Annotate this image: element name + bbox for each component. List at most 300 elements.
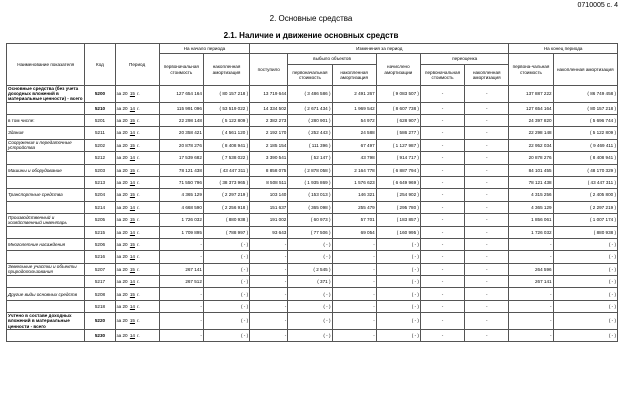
period-prefix: за 20: [116, 291, 128, 297]
cell-received: -: [250, 276, 288, 288]
period-prefix: за 20: [116, 118, 128, 124]
period-year: 14: [129, 105, 135, 111]
period-suffix: г.: [137, 291, 140, 297]
cell-end-initial: 22 298 148: [509, 127, 553, 139]
row-code: 5211: [85, 127, 115, 139]
row-code: 5218: [85, 300, 115, 312]
cell-disposed-depr: 57 701: [332, 214, 376, 226]
row-name: Сооружения и передаточные устройства: [7, 139, 85, 151]
cell-accrued-depr: ( 9 083 507 ): [376, 86, 420, 103]
cell-end-initial: 1 856 061: [509, 214, 553, 226]
cell-accrued-depr: ( 160 995 ): [376, 226, 420, 238]
cell-accrued-depr: ( - ): [376, 238, 420, 250]
row-code: 5215: [85, 226, 115, 238]
cell-end-initial: 267 141: [509, 276, 553, 288]
row-code: 5201: [85, 115, 115, 127]
row-code: 5208: [85, 288, 115, 300]
cell-end-depr: ( 2 405 800 ): [553, 189, 617, 201]
cell-disposed-initial: ( - ): [288, 238, 332, 250]
table-row: [7, 139, 618, 151]
cell-disposed-depr: 1 576 623: [332, 176, 376, 188]
cell-start-depr: ( 8 408 941 ): [203, 139, 249, 151]
row-code: 5203: [85, 164, 115, 176]
header-name: Наименование показателя: [7, 44, 85, 86]
cell-received: -: [250, 251, 288, 263]
cell-accrued-depr: ( 8 607 738 ): [376, 102, 420, 114]
cell-end-initial: 24 397 820: [509, 115, 553, 127]
cell-reval-initial: -: [420, 276, 464, 288]
row-name: [7, 226, 85, 238]
cell-disposed-depr: -: [332, 313, 376, 330]
cell-accrued-depr: ( 1 127 987 ): [376, 139, 420, 151]
cell-start-initial: -: [159, 300, 203, 312]
cell-disposed-initial: ( 2 545 ): [288, 263, 332, 275]
cell-start-depr: ( 2 256 918 ): [203, 201, 249, 213]
period-year: 14: [129, 130, 135, 136]
cell-end-depr: ( - ): [553, 238, 617, 250]
cell-start-depr: ( - ): [203, 300, 249, 312]
cell-disposed-initial: ( 52 147 ): [288, 152, 332, 164]
cell-disposed-depr: 2 491 267: [332, 86, 376, 103]
cell-end-initial: 1 726 032: [509, 226, 553, 238]
cell-start-depr: ( 7 538 022 ): [203, 152, 249, 164]
cell-disposed-initial: ( 2 671 434 ): [288, 102, 332, 114]
cell-reval-depr: -: [465, 214, 509, 226]
period-year: 14: [129, 254, 135, 260]
row-period: [115, 276, 159, 288]
cell-reval-depr: -: [465, 276, 509, 288]
table-row: [7, 115, 618, 127]
cell-disposed-initial: ( 3 486 586 ): [288, 86, 332, 103]
table-row: [7, 263, 618, 275]
cell-start-initial: 127 654 164: [159, 86, 203, 103]
cell-end-depr: ( - ): [553, 313, 617, 330]
period-suffix: г.: [137, 204, 140, 210]
cell-reval-initial: -: [420, 115, 464, 127]
cell-reval-initial: -: [420, 176, 464, 188]
table-row: [7, 276, 618, 288]
cell-start-initial: 78 121 438: [159, 164, 203, 176]
cell-received: -: [250, 329, 288, 341]
period-prefix: за 20: [116, 130, 128, 136]
cell-disposed-depr: -: [332, 288, 376, 300]
row-code: 5206: [85, 238, 115, 250]
cell-end-depr: ( - ): [553, 251, 617, 263]
cell-reval-initial: -: [420, 226, 464, 238]
row-name: в том числе:: [7, 115, 85, 127]
cell-reval-initial: -: [420, 288, 464, 300]
cell-end-depr: ( 9 469 411 ): [553, 139, 617, 151]
cell-accrued-depr: ( - ): [376, 300, 420, 312]
form-code: 0710005 с. 4: [577, 2, 618, 9]
period-year: 15: [129, 318, 135, 324]
cell-received: 103 140: [250, 189, 288, 201]
period-year: 14: [129, 332, 135, 338]
cell-end-initial: 84 101 455: [509, 164, 553, 176]
table-row: [7, 313, 618, 330]
cell-start-initial: 71 550 796: [159, 176, 203, 188]
period-prefix: за 20: [116, 229, 128, 235]
cell-received: -: [250, 288, 288, 300]
period-year: 14: [129, 229, 135, 235]
table-row: [7, 86, 618, 103]
cell-start-initial: -: [159, 313, 203, 330]
row-name: [7, 152, 85, 164]
cell-disposed-depr: -: [332, 276, 376, 288]
cell-accrued-depr: ( 254 902 ): [376, 189, 420, 201]
header-disposed-depr: накопленная амортизация: [332, 65, 376, 86]
cell-reval-initial: -: [420, 152, 464, 164]
cell-received: 8 858 075: [250, 164, 288, 176]
cell-reval-depr: -: [465, 226, 509, 238]
period-prefix: за 20: [116, 303, 128, 309]
row-period: [115, 214, 159, 226]
period-prefix: за 20: [116, 217, 128, 223]
cell-reval-depr: -: [465, 238, 509, 250]
period-year: 14: [129, 279, 135, 285]
header-received: поступило: [250, 54, 288, 86]
cell-reval-initial: -: [420, 313, 464, 330]
row-period: [115, 152, 159, 164]
cell-disposed-depr: 146 321: [332, 189, 376, 201]
cell-end-depr: ( 1 007 174 ): [553, 214, 617, 226]
row-code: 5200: [85, 86, 115, 103]
table-row: [7, 164, 618, 176]
cell-reval-initial: -: [420, 238, 464, 250]
row-code: 5207: [85, 263, 115, 275]
cell-disposed-initial: ( 280 901 ): [288, 115, 332, 127]
period-prefix: за 20: [116, 254, 128, 260]
cell-end-initial: 22 952 034: [509, 139, 553, 151]
period-prefix: за 20: [116, 318, 128, 324]
cell-start-initial: 1 726 032: [159, 214, 203, 226]
cell-received: -: [250, 313, 288, 330]
cell-reval-depr: -: [465, 329, 509, 341]
table-row: [7, 176, 618, 188]
period-suffix: г.: [137, 142, 140, 148]
period-prefix: за 20: [116, 242, 128, 247]
cell-received: 191 002: [250, 214, 288, 226]
cell-start-depr: ( - ): [203, 238, 249, 250]
cell-reval-depr: -: [465, 152, 509, 164]
header-revaluation: переоценка: [420, 54, 508, 65]
cell-end-depr: ( 8 408 941 ): [553, 152, 617, 164]
period-prefix: за 20: [116, 192, 128, 198]
row-name: Многолетние насаждения: [7, 238, 85, 250]
row-period: [115, 288, 159, 300]
cell-start-initial: 115 991 096: [159, 102, 203, 114]
period-suffix: г.: [137, 130, 140, 136]
row-name: Основные средства (без учета доходных вложений в материальные ценности) - всего: [7, 86, 85, 103]
cell-reval-initial: -: [420, 189, 464, 201]
row-name: [7, 201, 85, 213]
period-prefix: за 20: [116, 266, 128, 272]
cell-received: -: [250, 263, 288, 275]
row-name: Производственный и хозяйственный инвентарь: [7, 214, 85, 226]
row-code: 5212: [85, 152, 115, 164]
cell-start-depr: ( 53 519 022 ): [203, 102, 249, 114]
cell-received: 2 185 154: [250, 139, 288, 151]
cell-accrued-depr: ( 914 717 ): [376, 152, 420, 164]
cell-start-depr: ( 5 122 809 ): [203, 115, 249, 127]
cell-disposed-depr: 1 969 542: [332, 102, 376, 114]
cell-accrued-depr: ( 295 780 ): [376, 201, 420, 213]
cell-received: 93 643: [250, 226, 288, 238]
cell-reval-initial: -: [420, 102, 464, 114]
cell-disposed-depr: -: [332, 238, 376, 250]
cell-start-initial: 20 358 421: [159, 127, 203, 139]
cell-start-depr: ( 880 938 ): [203, 214, 249, 226]
row-code: 5216: [85, 251, 115, 263]
cell-reval-initial: -: [420, 214, 464, 226]
table-row: [7, 288, 618, 300]
period-year: 14: [129, 303, 135, 309]
cell-accrued-depr: ( - ): [376, 313, 420, 330]
period-year: 15: [129, 167, 135, 173]
cell-disposed-depr: 2 164 778: [332, 164, 376, 176]
period-suffix: г.: [137, 105, 140, 111]
cell-reval-depr: -: [465, 127, 509, 139]
cell-start-initial: 267 141: [159, 263, 203, 275]
cell-disposed-depr: 255 479: [332, 201, 376, 213]
row-code: 5214: [85, 201, 115, 213]
cell-disposed-initial: ( 252 443 ): [288, 127, 332, 139]
period-year: 14: [129, 204, 135, 210]
header-accrued-depr: начислено амортизации: [376, 54, 420, 86]
cell-start-depr: ( 38 373 965 ): [203, 176, 249, 188]
period-suffix: г.: [137, 332, 140, 338]
cell-disposed-depr: -: [332, 300, 376, 312]
cell-start-depr: ( - ): [203, 288, 249, 300]
table-row: [7, 102, 618, 114]
row-period: [115, 251, 159, 263]
table-row: [7, 127, 618, 139]
cell-end-depr: ( 43 447 311 ): [553, 176, 617, 188]
cell-disposed-depr: -: [332, 251, 376, 263]
table-row: [7, 329, 618, 341]
row-name: [7, 251, 85, 263]
cell-disposed-initial: ( 2 878 058 ): [288, 164, 332, 176]
cell-end-initial: -: [509, 251, 553, 263]
cell-start-depr: ( 4 561 120 ): [203, 127, 249, 139]
row-period: [115, 238, 159, 250]
row-code: 5202: [85, 139, 115, 151]
period-year: 15: [129, 142, 135, 148]
cell-end-initial: 4 315 256: [509, 189, 553, 201]
cell-reval-depr: -: [465, 201, 509, 213]
cell-disposed-initial: ( - ): [288, 288, 332, 300]
header-disposed: выбыло объектов: [288, 54, 376, 65]
row-period: [115, 127, 159, 139]
cell-end-initial: -: [509, 313, 553, 330]
cell-start-initial: 22 298 148: [159, 115, 203, 127]
cell-disposed-depr: 24 588: [332, 127, 376, 139]
row-code: 5230: [85, 329, 115, 341]
header-disposed-initial: первоначальная стоимость: [288, 65, 332, 86]
cell-reval-depr: -: [465, 86, 509, 103]
period-prefix: за 20: [116, 180, 128, 186]
cell-start-depr: ( - ): [203, 329, 249, 341]
cell-disposed-depr: 67 497: [332, 139, 376, 151]
row-name: Здания: [7, 127, 85, 139]
row-name: Другие виды основных средств: [7, 288, 85, 300]
row-code: 5204: [85, 189, 115, 201]
cell-received: 13 719 644: [250, 86, 288, 103]
cell-reval-initial: -: [420, 300, 464, 312]
header-changes: Изменения за период: [250, 44, 509, 54]
row-period: [115, 263, 159, 275]
cell-disposed-initial: ( - ): [288, 313, 332, 330]
cell-start-initial: -: [159, 288, 203, 300]
row-name: [7, 300, 85, 312]
cell-reval-depr: -: [465, 102, 509, 114]
period-suffix: г.: [137, 118, 140, 124]
cell-end-depr: ( - ): [553, 276, 617, 288]
cell-end-depr: ( 80 157 218 ): [553, 102, 617, 114]
period-prefix: за 20: [116, 279, 128, 285]
cell-reval-initial: -: [420, 127, 464, 139]
row-period: [115, 176, 159, 188]
row-period: [115, 86, 159, 103]
period-suffix: г.: [137, 217, 140, 223]
cell-end-depr: ( 5 696 744 ): [553, 115, 617, 127]
period-suffix: г.: [137, 318, 140, 324]
cell-received: 3 390 541: [250, 152, 288, 164]
period-prefix: за 20: [116, 155, 128, 161]
cell-disposed-initial: ( - ): [288, 300, 332, 312]
cell-disposed-initial: ( 153 013 ): [288, 189, 332, 201]
row-period: [115, 189, 159, 201]
row-code: 5217: [85, 276, 115, 288]
cell-reval-depr: -: [465, 263, 509, 275]
cell-start-depr: ( 80 157 218 ): [203, 86, 249, 103]
row-name: Транспортные средства: [7, 189, 85, 201]
cell-reval-depr: -: [465, 251, 509, 263]
row-period: [115, 329, 159, 341]
cell-accrued-depr: ( - ): [376, 263, 420, 275]
row-period: [115, 226, 159, 238]
cell-accrued-depr: ( - ): [376, 276, 420, 288]
cell-accrued-depr: ( 6 649 969 ): [376, 176, 420, 188]
period-suffix: г.: [137, 279, 140, 285]
cell-end-initial: 264 596: [509, 263, 553, 275]
cell-disposed-depr: -: [332, 329, 376, 341]
period-prefix: за 20: [116, 167, 128, 173]
row-code: 5205: [85, 214, 115, 226]
cell-start-depr: ( 43 447 311 ): [203, 164, 249, 176]
row-name: Земельные участки и объекты природопользования: [7, 263, 85, 275]
period-year: 15: [129, 118, 135, 124]
cell-disposed-initial: ( - ): [288, 251, 332, 263]
cell-reval-initial: -: [420, 164, 464, 176]
cell-disposed-initial: ( 365 098 ): [288, 201, 332, 213]
cell-end-depr: ( - ): [553, 288, 617, 300]
period-year: 15: [129, 242, 135, 247]
period-suffix: г.: [137, 266, 140, 272]
cell-start-initial: 4 668 590: [159, 201, 203, 213]
cell-reval-depr: -: [465, 313, 509, 330]
cell-reval-depr: -: [465, 300, 509, 312]
cell-start-depr: ( - ): [203, 251, 249, 263]
header-reval-depr: накопленная амортизация: [465, 65, 509, 86]
row-name: [7, 329, 85, 341]
period-suffix: г.: [137, 242, 140, 247]
cell-reval-initial: -: [420, 251, 464, 263]
cell-accrued-depr: ( 628 907 ): [376, 115, 420, 127]
period-year: 14: [129, 180, 135, 186]
cell-reval-depr: -: [465, 164, 509, 176]
cell-disposed-depr: 54 972: [332, 115, 376, 127]
cell-received: 2 192 170: [250, 127, 288, 139]
period-year: 15: [129, 192, 135, 198]
table-row: [7, 251, 618, 263]
period-suffix: г.: [137, 155, 140, 161]
cell-disposed-initial: ( 60 973 ): [288, 214, 332, 226]
period-year: 15: [129, 91, 135, 97]
cell-end-depr: ( - ): [553, 300, 617, 312]
header-end-depr: накопленная амортизация: [553, 54, 617, 86]
cell-start-initial: 17 539 682: [159, 152, 203, 164]
row-period: [115, 300, 159, 312]
row-name: [7, 102, 85, 114]
row-name: [7, 276, 85, 288]
cell-start-depr: ( 2 297 219 ): [203, 189, 249, 201]
row-period: [115, 313, 159, 330]
cell-accrued-depr: ( 586 277 ): [376, 127, 420, 139]
cell-disposed-initial: ( - ): [288, 329, 332, 341]
row-period: [115, 201, 159, 213]
table-row: [7, 189, 618, 201]
cell-received: 14 334 502: [250, 102, 288, 114]
period-year: 14: [129, 155, 135, 161]
cell-reval-initial: -: [420, 201, 464, 213]
cell-end-initial: 20 878 276: [509, 152, 553, 164]
period-suffix: г.: [137, 254, 140, 260]
cell-end-depr: ( 48 170 329 ): [553, 164, 617, 176]
cell-end-initial: -: [509, 238, 553, 250]
row-period: [115, 102, 159, 114]
cell-start-initial: -: [159, 251, 203, 263]
cell-end-initial: -: [509, 329, 553, 341]
cell-end-initial: -: [509, 288, 553, 300]
period-year: 15: [129, 266, 135, 272]
table-row: [7, 226, 618, 238]
header-code: Код: [85, 44, 115, 86]
cell-reval-initial: -: [420, 86, 464, 103]
row-period: [115, 115, 159, 127]
cell-end-initial: 78 121 438: [509, 176, 553, 188]
cell-disposed-initial: ( 77 506 ): [288, 226, 332, 238]
period-suffix: г.: [137, 303, 140, 309]
cell-reval-depr: -: [465, 288, 509, 300]
cell-accrued-depr: ( 6 887 794 ): [376, 164, 420, 176]
cell-end-initial: -: [509, 300, 553, 312]
cell-end-initial: 137 887 222: [509, 86, 553, 103]
cell-end-depr: ( 2 297 219 ): [553, 201, 617, 213]
period-year: 15: [129, 217, 135, 223]
cell-received: 2 382 273: [250, 115, 288, 127]
table-row: [7, 238, 618, 250]
cell-received: 8 508 511: [250, 176, 288, 188]
period-suffix: г.: [137, 192, 140, 198]
row-name: Учтено в составе доходных вложений в материальные ценности - всего: [7, 313, 85, 330]
period-year: 15: [129, 291, 135, 297]
cell-disposed-depr: 43 798: [332, 152, 376, 164]
cell-end-depr: ( - ): [553, 263, 617, 275]
cell-end-depr: ( 86 749 458 ): [553, 86, 617, 103]
section-title: 2. Основные средства: [269, 14, 353, 23]
cell-reval-depr: -: [465, 115, 509, 127]
